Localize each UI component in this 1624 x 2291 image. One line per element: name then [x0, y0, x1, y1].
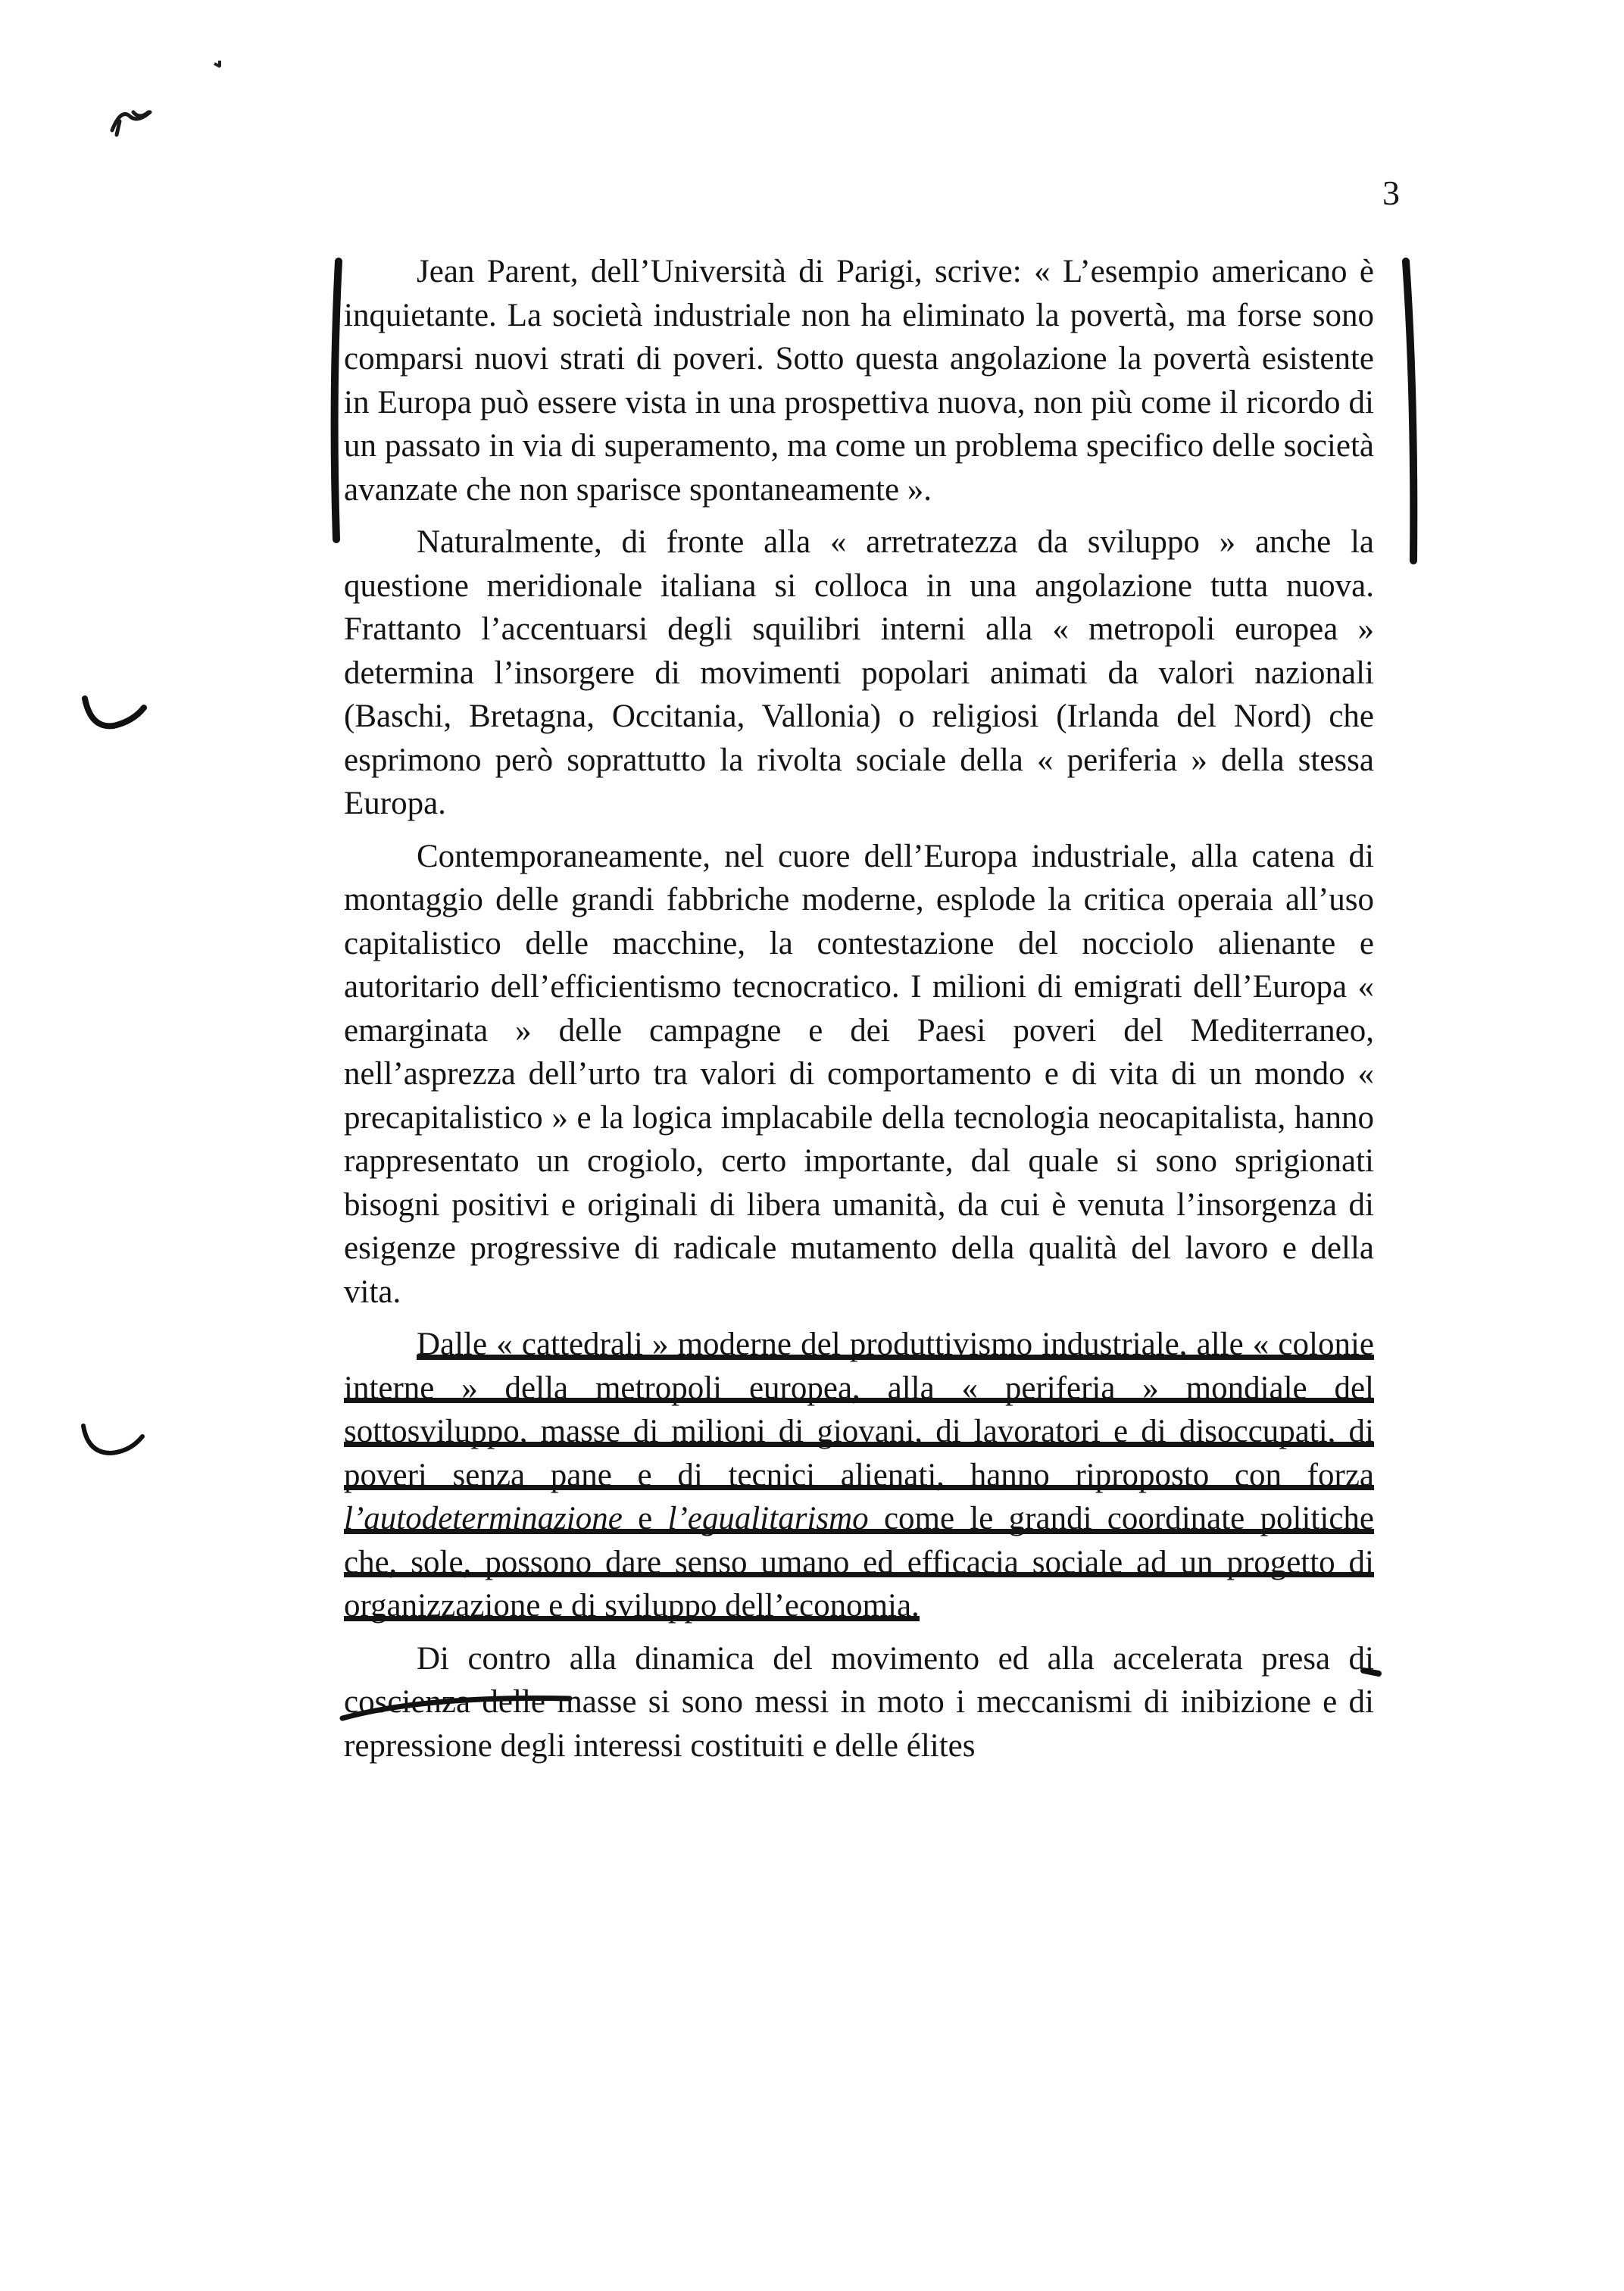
left-margin-bracket: [335, 261, 339, 539]
pen-highlighted-text: [344, 1327, 1374, 1624]
paragraph-4-emphasis: l’egualitarismo: [667, 1501, 869, 1536]
paragraph-2: Naturalmente, di fronte alla « arretratezza da sviluppo » anche la questione meridionale italiana si colloca in una angolazione tutta nuova. Frattanto l’accentuarsi degli squilibri interni alla « metropoli europea » determina l’insorgere di movimenti popolari animati da valori nazionali (Baschi, Bretagna, Occitania, Vallonia) o religiosi (Irlanda del Nord) che esprimono però soprattutto la rivolta sociale della « periferia » della stessa Europa.: [344, 524, 1374, 821]
margin-curve-mark: [83, 1426, 142, 1453]
page-number: 3: [1382, 173, 1400, 212]
pen-scribble-mark: [112, 112, 150, 135]
margin-curve-mark: [85, 699, 144, 726]
paragraph-4-text: Dalle « cattedrali » moderne del produttivismo industriale, alle « colonie interne » della metropoli europea, alla « periferia » mondiale del sottosviluppo, masse di milioni di giovani, di lavoratori e di disoccupati, di poveri senza pane e di tecnici alienati, hanno riproposto con forza: [344, 1327, 1374, 1493]
right-margin-bracket: [1406, 261, 1413, 561]
paragraph-4-highlighted: [344, 1323, 1374, 1628]
paragraph-1: Jean Parent, dell’Università di Parigi, scrive: « L’esempio americano è inquietante. La società industriale non ha eliminato la povertà, ma forse sono comparsi nuovi strati di poveri. Sotto questa angolazione la povertà esistente in Europa può essere vista in una prospettiva nuova, non più come il ricordo di un passato in via di superamento, ma come un problema specifico delle società avanzate che non sparisce spontaneamente ».: [344, 254, 1374, 508]
paragraph-4-text: e: [622, 1501, 668, 1536]
paragraph-5: Di contro alla dinamica del movimento ed alla accelerata presa di coscienza delle masse si sono messi in moto i meccanismi di inibizione e di repressione degli interessi costituiti e delle élites: [344, 1640, 1374, 1764]
paragraph-3: Contemporaneamente, nel cuore dell’Europa industriale, alla catena di montaggio delle grandi fabbriche moderne, esplode la critica operaia all’uso capitalistico delle macchine, la contestazione del nocciolo alienante e autoritario dell’efficientismo tecnocratico. I milioni di emigrati dell’Europa « emarginata » delle campagne e dei Paesi poveri del Mediterraneo, nell’asprezza dell’urto tra valori di comportamento e di vita di un mondo « precapitalistico » e la logica implacabile della tecnologia neocapitalista, hanno rappresentato un crogiolo, certo importante, dal quale si sono sprigionati bisogni positivi e originali di libera umanità, da cui è venuta l’insorgenza di esigenze progressive di radicale mutamento della qualità del lavoro e della vita.: [344, 838, 1374, 1310]
paragraph-4-text: come le grandi coordinate politiche che, sole, possono dare senso umano ed efficacia sociale ad un progetto di organizzazione e di sviluppo dell’economia.: [344, 1501, 1374, 1624]
paragraph-4-emphasis: l’autodeterminazione: [344, 1501, 623, 1536]
pen-tick-mark: [214, 61, 220, 67]
text-block: [344, 250, 1374, 1767]
